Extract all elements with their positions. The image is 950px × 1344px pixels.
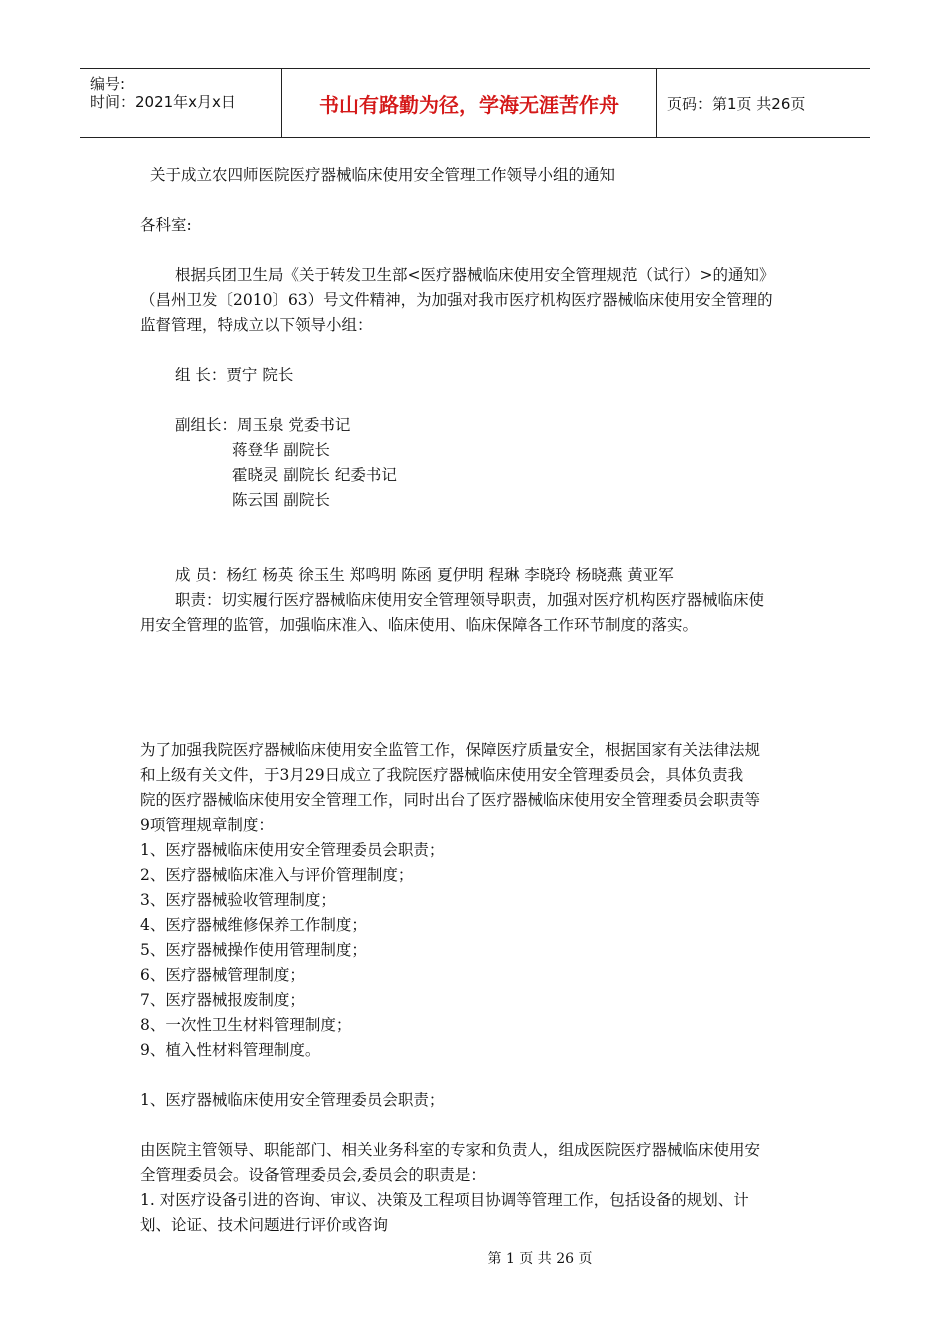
page-header bbox=[80, 68, 870, 138]
header-motto: 书山有路勤为径，学海无涯苦作舟 bbox=[281, 69, 657, 137]
body-line: 7、医疗器械报废制度； bbox=[140, 991, 305, 1009]
body-line: 用安全管理的监管，加强临床准入、临床使用、临床保障各工作环节制度的落实。 bbox=[140, 616, 699, 634]
page-footer: 第 1 页 共 26 页 bbox=[487, 1251, 593, 1267]
doc-time-label: 时间：2021年x月x日 bbox=[90, 93, 236, 111]
body-line: 霍晓灵 副院长 纪委书记 bbox=[232, 466, 397, 484]
body-line: 蒋登华 副院长 bbox=[232, 441, 330, 459]
body-line: 关于成立农四师医院医疗器械临床使用安全管理工作领导小组的通知 bbox=[150, 166, 616, 184]
body-line: 3、医疗器械验收管理制度； bbox=[140, 891, 336, 909]
header-meta-cell bbox=[80, 69, 281, 137]
body-line: 监督管理，特成立以下领导小组： bbox=[140, 316, 373, 334]
header-page-info: 页码：第1页 共26页 bbox=[667, 94, 806, 113]
body-line: 院的医疗器械临床使用安全管理工作，同时出台了医疗器械临床使用安全管理委员会职责等 bbox=[140, 791, 761, 809]
body-line: 由医院主管领导、职能部门、相关业务科室的专家和负责人，组成医院医疗器械临床使用安 bbox=[140, 1141, 761, 1159]
body-line: 1、医疗器械临床使用安全管理委员会职责； bbox=[140, 1091, 445, 1109]
body-line: 2、医疗器械临床准入与评价管理制度； bbox=[140, 866, 414, 884]
body-line: 副组长：周玉泉 党委书记 bbox=[175, 416, 351, 434]
body-line: 各科室: bbox=[140, 216, 192, 234]
body-line: 陈云国 副院长 bbox=[232, 491, 330, 509]
body-line: 职责：切实履行医疗器械临床使用安全管理领导职责，加强对医疗机构医疗器械临床使 bbox=[175, 591, 765, 609]
body-line: 1、医疗器械临床使用安全管理委员会职责； bbox=[140, 841, 445, 859]
body-line: 组 长：贾宁 院长 bbox=[175, 366, 294, 384]
body-line: 为了加强我院医疗器械临床使用安全监管工作，保障医疗质量安全，根据国家有关法律法规 bbox=[140, 741, 761, 759]
body-line: 4、医疗器械维修保养工作制度； bbox=[140, 916, 367, 934]
body-line: 8、一次性卫生材料管理制度； bbox=[140, 1016, 352, 1034]
body-line: 划、论证、技术问题进行评价或咨询 bbox=[140, 1216, 389, 1234]
body-line: （昌州卫发〔2010〕63）号文件精神，为加强对我市医疗机构医疗器械临床使用安全管理的 bbox=[140, 291, 773, 309]
body-line: 全管理委员会。设备管理委员会,委员会的职责是： bbox=[140, 1166, 486, 1184]
body-line: 9、植入性材料管理制度。 bbox=[140, 1041, 321, 1059]
body-line: 成 员：杨红 杨英 徐玉生 郑鸣明 陈函 夏伊明 程琳 李晓玲 杨晓燕 黄亚军 bbox=[175, 566, 674, 584]
body-line: 和上级有关文件，于3月29日成立了我院医疗器械临床使用安全管理委员会，具体负责我 bbox=[140, 766, 744, 784]
body-line: 6、医疗器械管理制度； bbox=[140, 966, 305, 984]
body-line: 9项管理规章制度： bbox=[140, 816, 274, 834]
body-line: 5、医疗器械操作使用管理制度； bbox=[140, 941, 367, 959]
body-line: 根据兵团卫生局《关于转发卫生部<医疗器械临床使用安全管理规范（试行）>的通知》 bbox=[175, 266, 775, 284]
doc-code-label: 编号: bbox=[90, 75, 126, 93]
body-line: 1. 对医疗设备引进的咨询、审议、决策及工程项目协调等管理工作，包括设备的规划、计 bbox=[140, 1191, 749, 1209]
